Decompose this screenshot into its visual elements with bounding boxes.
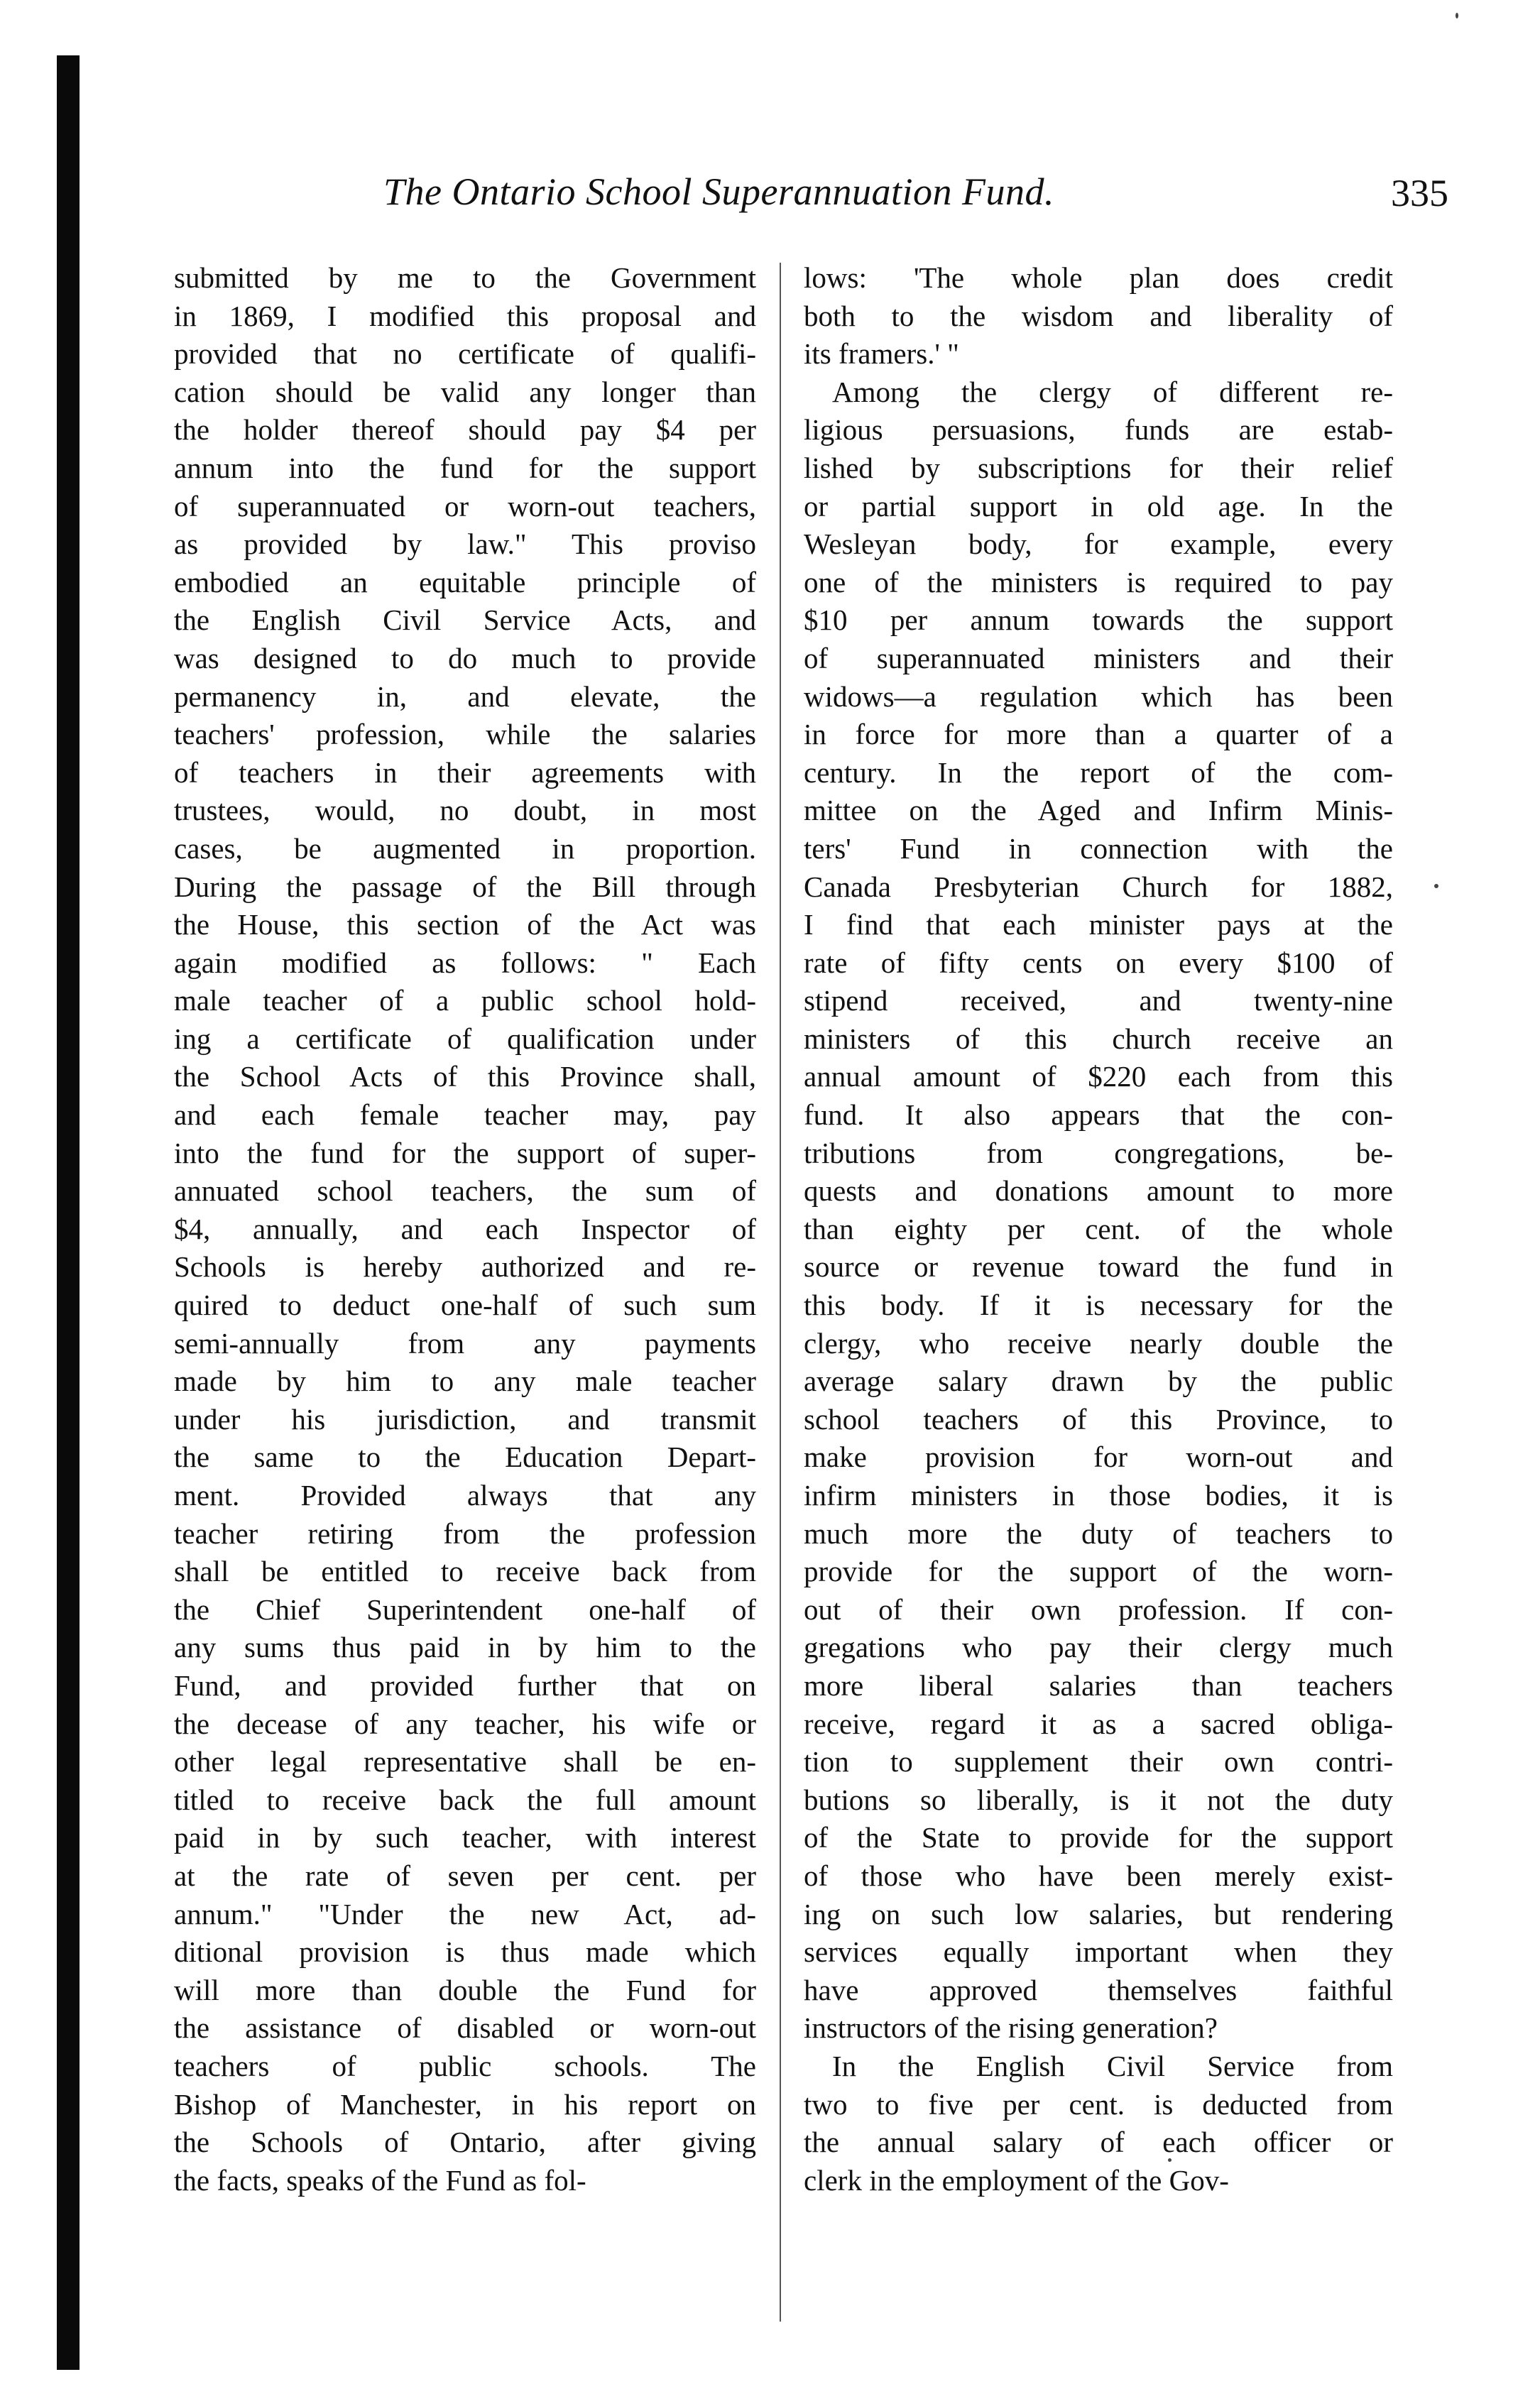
scan-speck [1168,2158,1172,2162]
text-line: embodied an equitable principle of [174,565,756,598]
text-line: Bishop of Manchester, in his report on [174,2087,756,2121]
text-line: both to the wisdom and liberality of [804,299,1393,332]
text-line: Among the clergy of different re- [832,375,1393,408]
text-line: butions so liberally, is it not the duty [804,1783,1393,1816]
text-line: trustees, would, no doubt, in most [174,794,756,827]
text-line: under his jurisdiction, and transmit [174,1402,756,1436]
text-line: annual amount of $220 each from this [804,1060,1393,1093]
text-line: provided that no certificate of qualifi- [174,337,756,371]
text-line: provide for the support of the worn- [804,1555,1393,1588]
text-line: ing a certificate of qualification under [174,1022,756,1055]
text-line: out of their own profession. If con- [804,1592,1393,1626]
text-line: I find that each minister pays at the [804,908,1393,941]
text-line: the Chief Superintendent one-half of [174,1592,756,1626]
text-line: During the passage of the Bill through [174,870,756,903]
text-line: two to five per cent. is deducted from [804,2087,1393,2121]
text-line: was designed to do much to provide [174,641,756,674]
text-line: Wesleyan body, for example, every [804,528,1393,561]
text-line: submitted by me to the Government [174,261,756,294]
text-line: lows: 'The whole plan does credit [804,261,1393,294]
text-line: quests and donations amount to more [804,1174,1393,1208]
text-line: clergy, who receive nearly double the [804,1326,1393,1360]
text-line: services equally important when they [804,1935,1393,1969]
text-line: at the rate of seven per cent. per [174,1859,756,1892]
text-line: teachers of public schools. The [174,2049,756,2082]
text-line: shall be entitled to receive back from [174,1555,756,1588]
text-line: infirm ministers in those bodies, it is [804,1479,1393,1512]
text-line: any sums thus paid in by him to the [174,1631,756,1664]
scan-binding-edge [57,55,80,2370]
text-line: ministers of this church receive an [804,1022,1393,1055]
page-number: 335 [1391,172,1448,214]
text-line: titled to receive back the full amount [174,1783,756,1816]
text-line: cation should be valid any longer than [174,375,756,408]
text-line: the holder thereof should pay $4 per [174,413,756,447]
scan-speck [1456,13,1458,18]
text-line: annum into the fund for the support [174,451,756,484]
text-line: male teacher of a public school hold- [174,984,756,1017]
text-line: the School Acts of this Province shall, [174,1060,756,1093]
text-line: century. In the report of the com- [804,755,1393,789]
text-line: make provision for worn-out and [804,1441,1393,1474]
text-line: ters' Fund in connection with the [804,831,1393,865]
text-line: in 1869, I modified this proposal and [174,299,756,332]
text-line: into the fund for the support of super- [174,1136,756,1169]
text-line: lished by subscriptions for their relief [804,451,1393,484]
text-line: rate of fifty cents on every $100 of [804,946,1393,979]
text-line: one of the ministers is required to pay [804,565,1393,598]
text-line: permanency in, and elevate, the [174,679,756,713]
text-line: of the State to provide for the support [804,1821,1393,1854]
text-line: made by him to any male teacher [174,1365,756,1398]
text-line: the same to the Education Depart- [174,1441,756,1474]
text-line: more liberal salaries than teachers [804,1668,1393,1702]
text-line: stipend received, and twenty-nine [804,984,1393,1017]
text-line: again modified as follows: " Each [174,946,756,979]
text-line: cases, be augmented in proportion. [174,831,756,865]
text-line: paid in by such teacher, with interest [174,1821,756,1854]
text-line: teachers' profession, while the salaries [174,718,756,751]
text-line: average salary drawn by the public [804,1365,1393,1398]
text-line: than eighty per cent. of the whole [804,1212,1393,1245]
text-line: ditional provision is thus made which [174,1935,756,1969]
text-line: Canada Presbyterian Church for 1882, [804,870,1393,903]
text-line: will more than double the Fund for [174,1973,756,2006]
text-line: the annual salary of each officer or [804,2126,1393,2159]
text-line: have approved themselves faithful [804,1973,1393,2006]
scan-speck [1434,884,1438,888]
text-line: its framers.' " [804,337,959,371]
text-line: widows—a regulation which has been [804,679,1393,713]
text-line: the English Civil Service Acts, and [174,603,756,637]
text-line: teacher retiring from the profession [174,1516,756,1550]
text-line: tributions from congregations, be- [804,1136,1393,1169]
text-line: the House, this section of the Act was [174,908,756,941]
text-line: annuated school teachers, the sum of [174,1174,756,1208]
running-head [383,167,1463,224]
text-line: ing on such low salaries, but rendering [804,1897,1393,1930]
text-line: annum." "Under the new Act, ad- [174,1897,756,1930]
text-line: of teachers in their agreements with [174,755,756,789]
text-line: of superannuated ministers and their [804,641,1393,674]
text-line: tion to supplement their own contri- [804,1745,1393,1778]
text-line: quired to deduct one-half of such sum [174,1289,756,1322]
text-line: In the English Civil Service from [832,2049,1393,2082]
column-divider [780,263,781,2322]
text-line: this body. If it is necessary for the [804,1289,1393,1322]
text-line: the assistance of disabled or worn-out [174,2011,756,2045]
text-line: the facts, speaks of the Fund as fol- [174,2163,586,2197]
text-line: ligious persuasions, funds are estab- [804,413,1393,447]
left-text-column [174,259,756,2199]
text-line: school teachers of this Province, to [804,1402,1393,1436]
text-line: clerk in the employment of the Gov- [804,2163,1229,2197]
text-line: Fund, and provided further that on [174,1668,756,1702]
text-line: instructors of the rising generation? [804,2011,1218,2045]
text-line: mittee on the Aged and Infirm Minis- [804,794,1393,827]
text-line: receive, regard it as a sacred obliga- [804,1707,1393,1740]
text-line: $4, annually, and each Inspector of [174,1212,756,1245]
text-line: ment. Provided always that any [174,1479,756,1512]
text-line: gregations who pay their clergy much [804,1631,1393,1664]
text-line: Schools is hereby authorized and re- [174,1250,756,1284]
text-line: of those who have been merely exist- [804,1859,1393,1892]
text-line: the decease of any teacher, his wife or [174,1707,756,1740]
text-line: in force for more than a quarter of a [804,718,1393,751]
text-line: of superannuated or worn-out teachers, [174,489,756,523]
text-line: source or revenue toward the fund in [804,1250,1393,1284]
text-line: semi-annually from any payments [174,1326,756,1360]
text-line: fund. It also appears that the con- [804,1098,1393,1132]
text-line: and each female teacher may, pay [174,1098,756,1132]
right-text-column [804,259,1393,2199]
text-line: other legal representative shall be en- [174,1745,756,1778]
text-line: the Schools of Ontario, after giving [174,2126,756,2159]
text-line: or partial support in old age. In the [804,489,1393,523]
text-line: $10 per annum towards the support [804,603,1393,637]
text-line: much more the duty of teachers to [804,1516,1393,1550]
text-line: as provided by law." This proviso [174,528,756,561]
running-title: The Ontario School Superannuation Fund. [383,170,1054,213]
